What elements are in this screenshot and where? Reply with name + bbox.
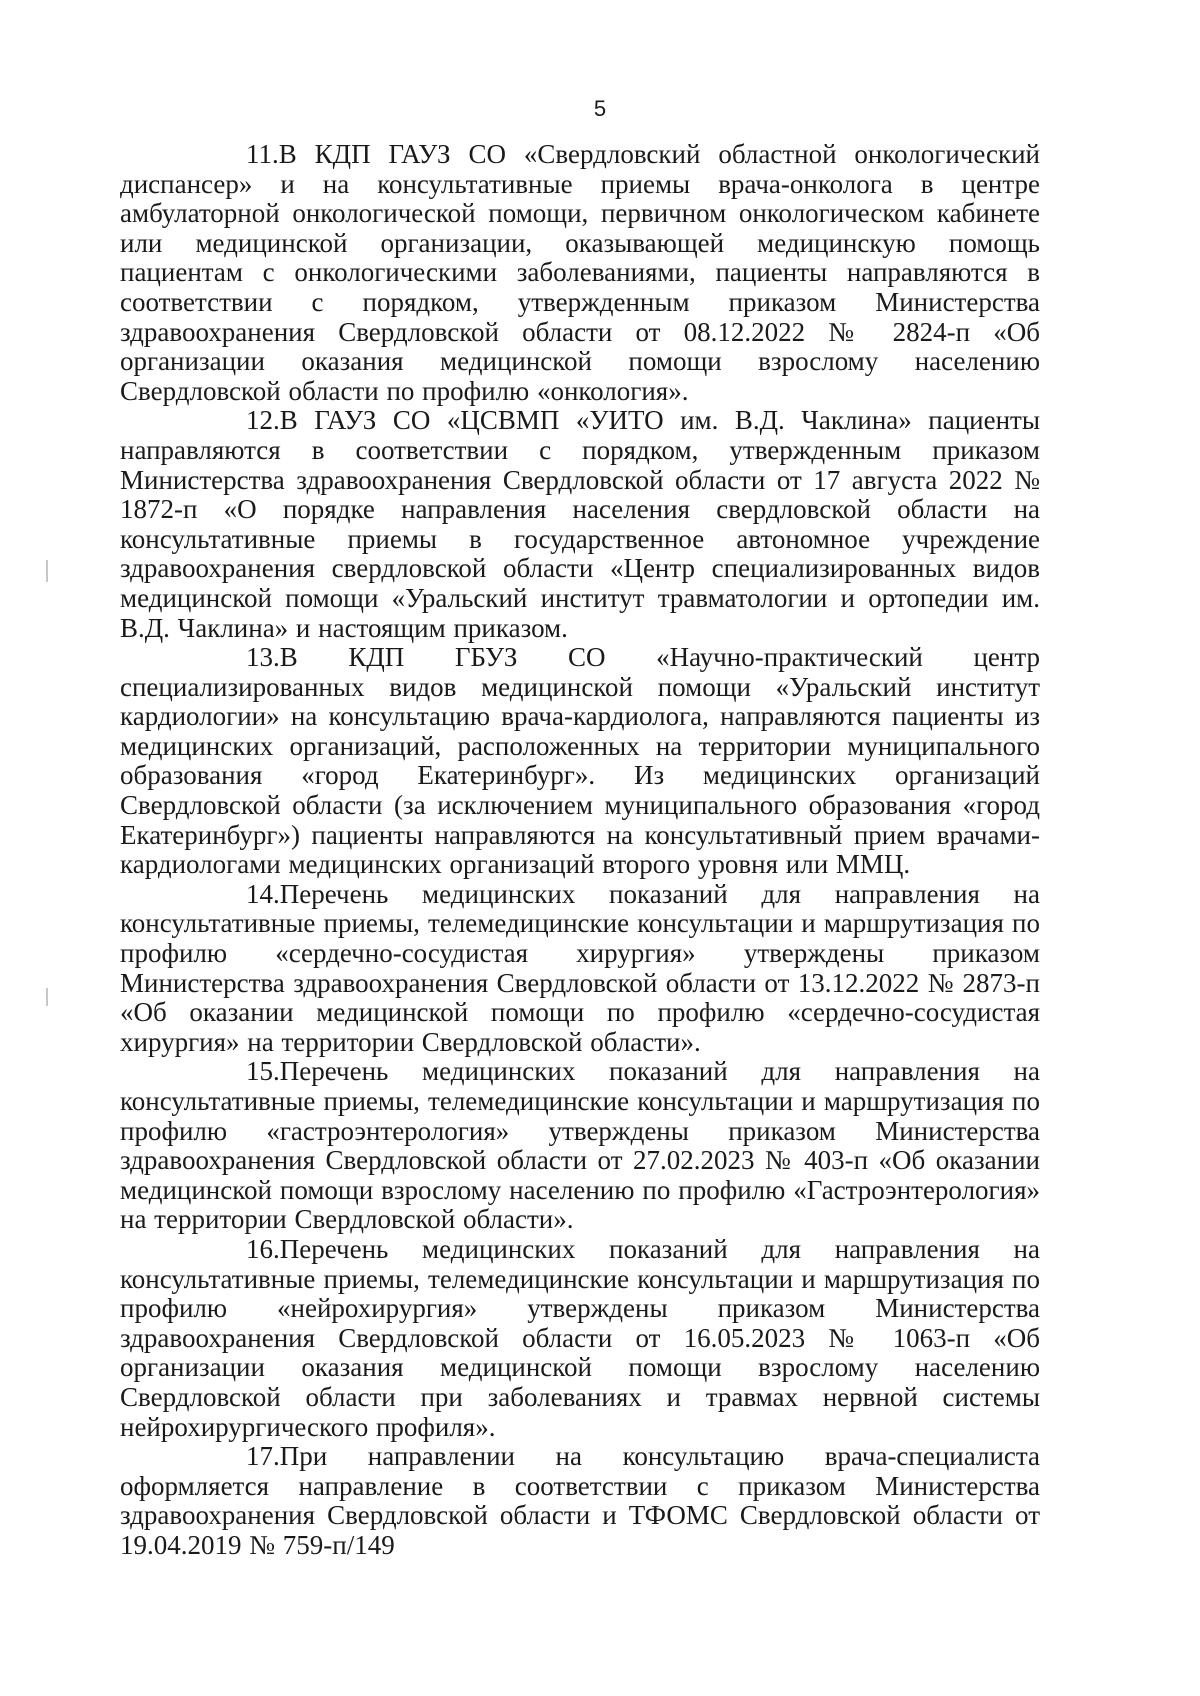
paragraph-text: Перечень медицинских показаний для направления на консультативные приемы, телемедицинские консультации и маршрутизация по профилю «нейрохирургия» утверждены приказом Министерства здравоохранения Свердловской области от 16.05.2023 № 1063-п «Об организации оказания медицинской помощи взрослому населению Свердловской области при заболеваниях и травмах нервной системы нейрохирургического профиля». — [120, 1233, 1040, 1442]
paragraph-text: Перечень медицинских показаний для направления на консультативные приемы, телемедицинские консультации и маршрутизация по профилю «гастроэнтерология» утверждены приказом Министерства здравоохранения Свердловской области от 27.02.2023 № 403-п «Об оказании медицинской помощи взрослому населению по профилю «Гастроэнтерология» на территории Свердловской области». — [120, 1056, 1040, 1235]
paragraph-13 — [120, 643, 1040, 880]
paragraph-number: 13. — [246, 642, 280, 673]
paragraph-number: 11. — [246, 139, 279, 169]
paragraph-number: 16. — [246, 1233, 280, 1264]
paragraph-number: 12. — [246, 405, 280, 436]
paragraph-text: Перечень медицинских показаний для направления на консультативные приемы, телемедицинские консультации и маршрутизация по профилю «сердечно-сосудистая хирургия» утверждены приказом Министерства здравоохранения Свердловской области от 13.12.2022 № 2873-п «Об оказании медицинской помощи по профилю «сердечно-сосудистая хирургия» на территории Свердловской области». — [120, 878, 1040, 1057]
paragraph-17 — [120, 1442, 1040, 1560]
paragraph-15 — [120, 1057, 1040, 1235]
paragraph-16 — [120, 1235, 1040, 1442]
paragraph-text: В КДП ГБУЗ СО «Научно-практический центр специализированных видов медицинской помощи «Уральский институт кардиологии» на консультацию врача-кардиолога, направляются пациенты из медицинских организаций, расположенных на территории муниципального образования «город Екатеринбург». Из медицинских организаций Свердловской области (за исключением муниципального образования «город Екатеринбург») пациенты направляются на консультативный прием врачами-кардиологами медицинских организаций второго уровня или ММЦ. — [120, 642, 1040, 880]
document-body — [120, 140, 1040, 1561]
paragraph-12 — [120, 406, 1040, 643]
paragraph-number: 14. — [246, 878, 280, 909]
paragraph-text: В ГАУЗ СО «ЦСВМП «УИТО им. В.Д. Чаклина» пациенты направляются в соответствии с порядком, утвержденным приказом Министерства здравоохранения Свердловской области от 17 августа 2022 № 1872-п «О порядке направления населения свердловской области на консультативные приемы в государственное автономное учреждение здравоохранения свердловской области «Центр специализированных видов медицинской помощи «Уральский институт травматологии и ортопедии им. В.Д. Чаклина» и настоящим приказом. — [120, 405, 1040, 643]
scan-artifact — [46, 560, 48, 582]
paragraph-number: 15. — [246, 1056, 280, 1087]
paragraph-number: 17. — [246, 1441, 280, 1472]
paragraph-text: При направлении на консультацию врача-специалиста оформляется направление в соответствии с приказом Министерства здравоохранения Свердловской области и ТФОМС Свердловской области от 19.04.2019 № 759-п/149 — [120, 1441, 1040, 1560]
paragraph-14 — [120, 880, 1040, 1058]
scan-artifact — [46, 988, 48, 1006]
paragraph-text: В КДП ГАУЗ СО «Свердловский областной онкологический диспансер» и на консультативные приемы врача-онколога в центре амбулаторной онкологической помощи, первичном онкологическом кабинете или медицинской организации, оказывающей медицинскую помощь пациентам с онкологическими заболеваниями, пациенты направляются в соответствии с порядком, утвержденным приказом Министерства здравоохранения Свердловской области от 08.12.2022 № 2824-п «Об организации оказания медицинской помощи взрослому населению Свердловской области по профилю «онкология». — [120, 139, 1040, 406]
page-number: 5 — [593, 96, 607, 121]
paragraph-11 — [120, 140, 1040, 406]
